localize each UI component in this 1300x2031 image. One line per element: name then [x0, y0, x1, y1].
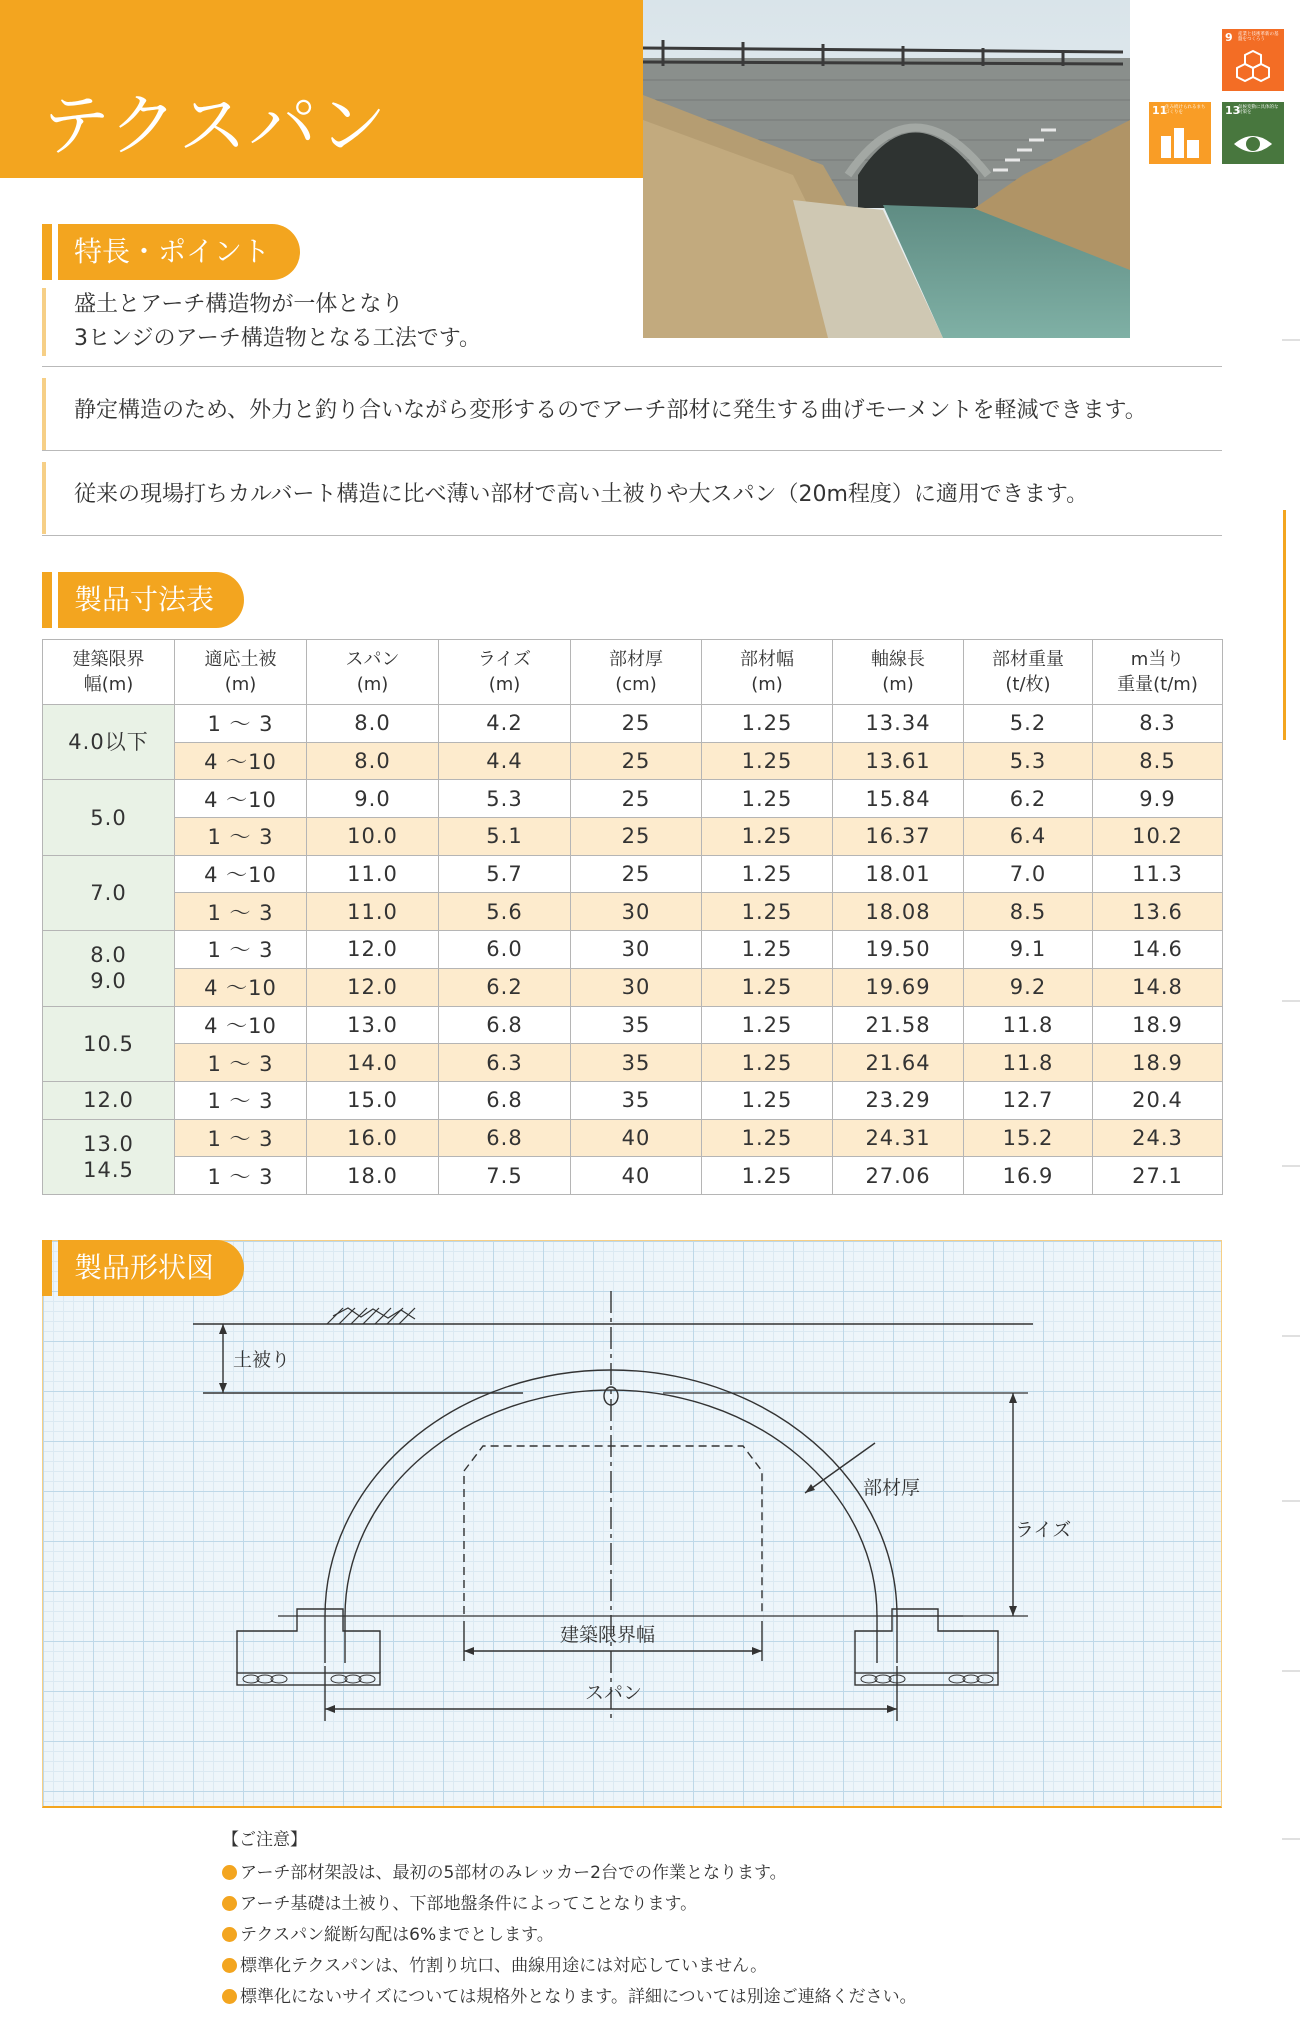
table-cell: 1.25 — [702, 855, 833, 893]
table-cell: 4 ～10 — [175, 1006, 307, 1044]
cubes-icon — [1222, 29, 1284, 91]
feature-text: 従来の現場打ちカルバート構造に比べ薄い部材で高い土被りや大スパン（20m程度）に適用できます。 — [74, 482, 1089, 507]
table-cell: 6.0 — [439, 931, 571, 969]
edge-tick — [1282, 1500, 1300, 1502]
table-cell: 16.9 — [964, 1157, 1093, 1195]
table-cell: 8.0 — [307, 742, 439, 780]
table-cell: 14.6 — [1093, 931, 1223, 969]
table-cell: 1.25 — [702, 893, 833, 931]
table-cell: 18.9 — [1093, 1044, 1223, 1082]
ground-hatch — [327, 1308, 415, 1324]
table-cell: 5.7 — [439, 855, 571, 893]
table-cell: 1.25 — [702, 1044, 833, 1082]
table-cell: 6.8 — [439, 1006, 571, 1044]
table-cell: 6.8 — [439, 1119, 571, 1157]
table-row — [43, 855, 1223, 893]
divider — [42, 366, 1222, 367]
column-header: ライズ (m) — [439, 640, 571, 705]
table-cell: 19.50 — [833, 931, 964, 969]
table-cell: 1 ～ 3 — [175, 1157, 307, 1195]
table-cell: 25 — [571, 705, 702, 743]
table-cell: 19.69 — [833, 968, 964, 1006]
left-foundation — [237, 1609, 380, 1673]
table-cell: 5.2 — [964, 705, 1093, 743]
column-header: 部材厚 (cm) — [571, 640, 702, 705]
table-cell: 9.9 — [1093, 780, 1223, 818]
table-cell: 7.0 — [964, 855, 1093, 893]
table-row — [43, 893, 1223, 931]
table-cell: 6.8 — [439, 1081, 571, 1119]
clearance-width-cell: 8.0 9.0 — [43, 931, 175, 1006]
table-cell: 16.0 — [307, 1119, 439, 1157]
table-row — [43, 931, 1223, 969]
table-cell: 27.06 — [833, 1157, 964, 1195]
edge-tick — [1282, 1838, 1300, 1840]
table-cell: 20.4 — [1093, 1081, 1223, 1119]
sdg-goal-13: 13 気候変動に具体的な対策を — [1222, 102, 1284, 164]
label-thickness: 部材厚 — [863, 1477, 921, 1499]
table-cell: 25 — [571, 742, 702, 780]
table-cell: 23.29 — [833, 1081, 964, 1119]
clearance-width-cell: 5.0 — [43, 780, 175, 855]
clearance-width-cell: 7.0 — [43, 855, 175, 930]
table-cell: 7.5 — [439, 1157, 571, 1195]
sdg-goal-9: 9 産業と技術革新の基盤をつくろう — [1222, 29, 1284, 91]
table-cell: 4 ～10 — [175, 742, 307, 780]
table-cell: 8.3 — [1093, 705, 1223, 743]
column-header: スパン (m) — [307, 640, 439, 705]
label-cover: 土被り — [233, 1349, 291, 1371]
table-cell: 1.25 — [702, 1157, 833, 1195]
bridge-photo — [643, 0, 1130, 338]
product-dimensions-table — [42, 639, 1223, 1195]
table-cell: 25 — [571, 855, 702, 893]
table-cell: 1 ～ 3 — [175, 1119, 307, 1157]
table-cell: 18.0 — [307, 1157, 439, 1195]
table-cell: 1 ～ 3 — [175, 1081, 307, 1119]
table-cell: 15.2 — [964, 1119, 1093, 1157]
table-cell: 5.3 — [439, 780, 571, 818]
label-clearance: 建築限界幅 — [560, 1624, 656, 1646]
product-shape-diagram — [42, 1240, 1222, 1808]
table-cell: 1 ～ 3 — [175, 893, 307, 931]
table-cell: 30 — [571, 893, 702, 931]
note-item: アーチ基礎は土被り、下部地盤条件によってことなります。 — [222, 1889, 697, 1914]
table-cell: 13.61 — [833, 742, 964, 780]
table-cell: 10.0 — [307, 818, 439, 856]
table-cell: 5.1 — [439, 818, 571, 856]
table-cell: 30 — [571, 931, 702, 969]
clearance-profile — [464, 1446, 762, 1614]
bullet-icon — [222, 1989, 237, 2004]
table-cell: 27.1 — [1093, 1157, 1223, 1195]
city-icon — [1149, 102, 1211, 164]
bullet-icon — [222, 1865, 237, 1880]
table-row — [43, 1119, 1223, 1157]
table-cell: 40 — [571, 1119, 702, 1157]
feature-text: 盛土とアーチ構造物が一体となり — [74, 292, 404, 317]
column-header: 軸線長 (m) — [833, 640, 964, 705]
feature-text: 3ヒンジのアーチ構造物となる工法です。 — [74, 326, 482, 351]
clearance-width-cell: 4.0以下 — [43, 705, 175, 780]
table-cell: 13.34 — [833, 705, 964, 743]
table-row — [43, 1044, 1223, 1082]
bullet-icon — [222, 1927, 237, 1942]
table-cell: 15.0 — [307, 1081, 439, 1119]
column-header: 建築限界 幅(m) — [43, 640, 175, 705]
table-cell: 21.58 — [833, 1006, 964, 1044]
table-cell: 4.4 — [439, 742, 571, 780]
edge-tick — [1282, 1335, 1300, 1337]
divider — [42, 450, 1222, 451]
table-cell: 1.25 — [702, 1006, 833, 1044]
table-cell: 4 ～10 — [175, 968, 307, 1006]
label-rise: ライズ — [1015, 1519, 1072, 1541]
table-cell: 9.1 — [964, 931, 1093, 969]
table-cell: 25 — [571, 818, 702, 856]
table-cell: 5.3 — [964, 742, 1093, 780]
table-cell: 1.25 — [702, 1119, 833, 1157]
table-cell: 8.5 — [1093, 742, 1223, 780]
table-cell: 18.08 — [833, 893, 964, 931]
notes-title: 【ご注意】 — [222, 1830, 307, 1850]
clearance-width-cell: 12.0 — [43, 1081, 175, 1119]
table-cell: 6.4 — [964, 818, 1093, 856]
table-row — [43, 705, 1223, 743]
bullet-icon — [222, 1896, 237, 1911]
table-cell: 10.2 — [1093, 818, 1223, 856]
table-row — [43, 818, 1223, 856]
arch-drawing — [43, 1241, 1222, 1808]
table-cell: 6.2 — [964, 780, 1093, 818]
table-cell: 1 ～ 3 — [175, 1044, 307, 1082]
edge-tick — [1282, 1670, 1300, 1672]
table-cell: 1.25 — [702, 1081, 833, 1119]
table-cell: 30 — [571, 968, 702, 1006]
table-cell: 25 — [571, 780, 702, 818]
table-cell: 18.01 — [833, 855, 964, 893]
table-cell: 24.31 — [833, 1119, 964, 1157]
column-header: 部材重量 (t/枚) — [964, 640, 1093, 705]
page-title: テクスパン — [42, 87, 389, 166]
table-row — [43, 1006, 1223, 1044]
table-cell: 1.25 — [702, 705, 833, 743]
table-cell: 24.3 — [1093, 1119, 1223, 1157]
table-cell: 4.2 — [439, 705, 571, 743]
sdg-badges — [1149, 29, 1284, 164]
table-cell: 11.3 — [1093, 855, 1223, 893]
table-cell: 6.2 — [439, 968, 571, 1006]
table-cell: 1 ～ 3 — [175, 705, 307, 743]
table-cell: 1.25 — [702, 742, 833, 780]
edge-index-bar — [1283, 510, 1286, 740]
table-cell: 18.9 — [1093, 1006, 1223, 1044]
table-cell: 35 — [571, 1006, 702, 1044]
table-cell: 11.0 — [307, 893, 439, 931]
table-cell: 16.37 — [833, 818, 964, 856]
clearance-width-cell: 13.0 14.5 — [43, 1119, 175, 1194]
table-cell: 5.6 — [439, 893, 571, 931]
edge-tick — [1282, 1165, 1300, 1167]
edge-tick — [1282, 1000, 1300, 1002]
table-cell: 35 — [571, 1044, 702, 1082]
note-item: 標準化にないサイズについては規格外となります。詳細については別途ご連絡ください。 — [222, 1982, 917, 2007]
table-cell: 11.8 — [964, 1044, 1093, 1082]
table-cell: 21.64 — [833, 1044, 964, 1082]
table-row — [43, 742, 1223, 780]
feature-text: 静定構造のため、外力と釣り合いながら変形するのでアーチ部材に発生する曲げモーメントを軽減できます。 — [74, 398, 1147, 423]
table-row — [43, 1081, 1223, 1119]
note-item: アーチ部材架設は、最初の5部材のみレッカー2台での作業となります。 — [222, 1858, 787, 1883]
table-cell: 14.0 — [307, 1044, 439, 1082]
note-item: テクスパン縦断勾配は6%までとします。 — [222, 1920, 554, 1945]
table-cell: 1.25 — [702, 780, 833, 818]
table-cell: 13.6 — [1093, 893, 1223, 931]
divider — [42, 535, 1222, 536]
table-cell: 12.0 — [307, 931, 439, 969]
table-cell: 9.0 — [307, 780, 439, 818]
column-header: 適応土被 (m) — [175, 640, 307, 705]
clearance-width-cell: 10.5 — [43, 1006, 175, 1081]
table-cell: 1 ～ 3 — [175, 931, 307, 969]
table-cell: 8.0 — [307, 705, 439, 743]
note-item: 標準化テクスパンは、竹割り坑口、曲線用途には対応していません。 — [222, 1951, 767, 1976]
table-header-row — [43, 640, 1223, 705]
table-cell: 1 ～ 3 — [175, 818, 307, 856]
table-cell: 6.3 — [439, 1044, 571, 1082]
table-cell: 35 — [571, 1081, 702, 1119]
edge-tick — [1282, 339, 1300, 341]
column-header: 部材幅 (m) — [702, 640, 833, 705]
table-cell: 15.84 — [833, 780, 964, 818]
label-span: スパン — [585, 1682, 643, 1704]
table-cell: 8.5 — [964, 893, 1093, 931]
table-row — [43, 780, 1223, 818]
column-header: m当り 重量(t/m) — [1093, 640, 1223, 705]
table-cell: 40 — [571, 1157, 702, 1195]
table-cell: 13.0 — [307, 1006, 439, 1044]
table-cell: 12.0 — [307, 968, 439, 1006]
table-cell: 12.7 — [964, 1081, 1093, 1119]
table-cell: 11.0 — [307, 855, 439, 893]
eye-globe-icon — [1222, 102, 1284, 164]
table-cell: 4 ～10 — [175, 780, 307, 818]
table-cell: 1.25 — [702, 931, 833, 969]
table-cell: 9.2 — [964, 968, 1093, 1006]
bullet-icon — [222, 1958, 237, 1973]
table-cell: 1.25 — [702, 818, 833, 856]
table-cell: 11.8 — [964, 1006, 1093, 1044]
table-row — [43, 968, 1223, 1006]
sdg-goal-11: 11 住み続けられるまちづくりを — [1149, 102, 1211, 164]
table-cell: 4 ～10 — [175, 855, 307, 893]
table-cell: 1.25 — [702, 968, 833, 1006]
table-row — [43, 1157, 1223, 1195]
table-cell: 14.8 — [1093, 968, 1223, 1006]
